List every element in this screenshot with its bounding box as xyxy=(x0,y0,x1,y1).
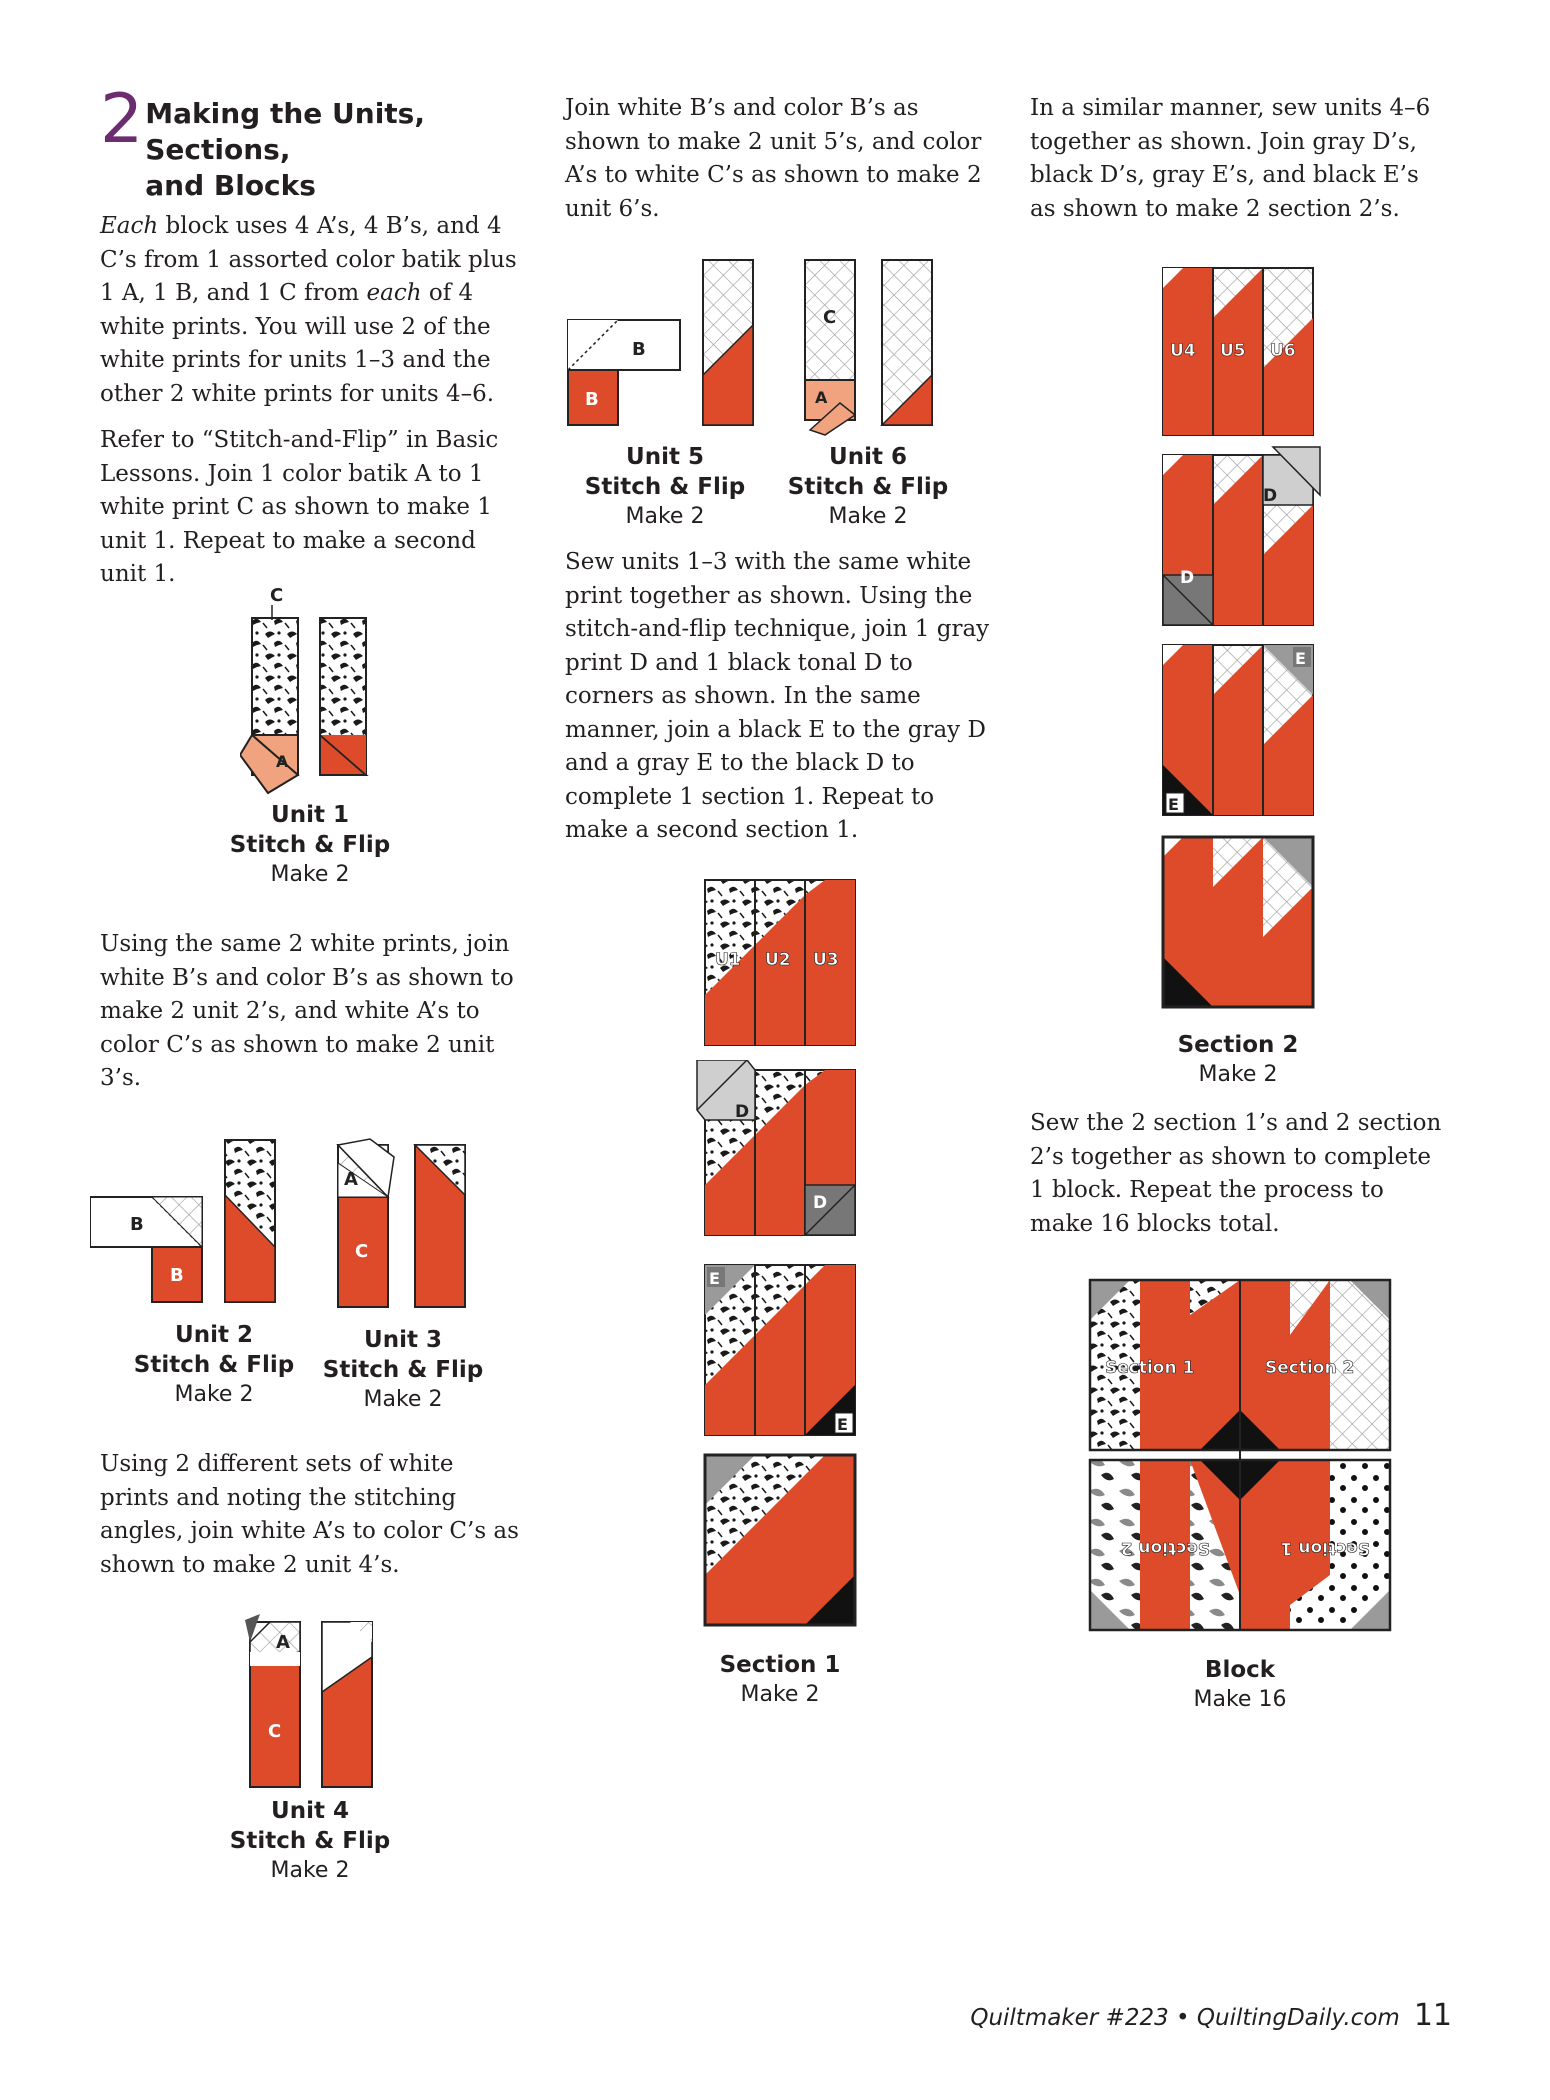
section1-label-d2: D xyxy=(813,1193,828,1213)
section1-final xyxy=(695,1450,860,1635)
section1-label-d1: D xyxy=(735,1102,750,1122)
section2-step1 xyxy=(1158,258,1323,440)
unit1-label-a: A xyxy=(276,752,289,771)
section2-label-u5: U5 xyxy=(1220,341,1246,361)
section1-label-u3: U3 xyxy=(813,950,839,970)
col1-paragraph-1: Each block uses 4 A’s, 4 B’s, and 4 C’s from 1 assorted color batik plus 1 A, 1 B, and 1 C from each of 4 white prints. You will use 2 of the white prints for units 1–3 and the other 2 white prints for units 4–6. xyxy=(100,213,517,407)
section2-label-u4: U4 xyxy=(1170,341,1196,361)
col1-paragraph-2: Refer to “Stitch-and-Flip” in Basic Lessons. Join 1 color batik A to 1 white print C as shown to make 1 unit 1. Repeat to make a second unit 1. xyxy=(100,427,499,587)
page-number: 11 xyxy=(1413,1998,1452,2033)
block-label-section2-top: Section 2 xyxy=(1265,1358,1355,1378)
unit5-diagram xyxy=(565,255,760,435)
unit1-diagram xyxy=(240,585,380,795)
col2-paragraph-1: Join white B’s and color B’s as shown to make 2 unit 5’s, and color A’s to white C’s as shown to make 2 unit 6’s. xyxy=(565,95,982,222)
unit4-diagram xyxy=(240,1612,380,1792)
block-label-section1-top: Section 1 xyxy=(1105,1358,1195,1378)
section2-label-d1: D xyxy=(1263,486,1278,506)
section1-label-e1: E xyxy=(709,1269,720,1288)
column-2 xyxy=(565,92,995,226)
section2-caption: Section 2 Make 2 xyxy=(1177,1032,1299,1087)
unit6-label-c: C xyxy=(823,307,837,328)
step-heading xyxy=(100,80,520,204)
unit3-caption: Unit 3 Stitch & Flip Make 2 xyxy=(322,1327,484,1412)
unit1-caption: Unit 1 Stitch & Flip Make 2 xyxy=(229,802,391,887)
section1-label-u2: U2 xyxy=(765,950,791,970)
section1-step3 xyxy=(695,1260,860,1440)
footer-text: Quiltmaker #223 • QuiltingDaily.com xyxy=(970,2005,1400,2031)
block-caption: Block Make 16 xyxy=(1193,1657,1287,1712)
unit2-caption: Unit 2 Stitch & Flip Make 2 xyxy=(133,1322,295,1407)
unit4-label-c: C xyxy=(268,1721,282,1742)
section2-step3 xyxy=(1158,640,1323,825)
section1-label-e2: E xyxy=(837,1415,848,1434)
unit6-label-a: A xyxy=(815,388,828,407)
section1-step1 xyxy=(695,875,860,1050)
step-title: Making the Units, Sections, and Blocks xyxy=(145,97,425,202)
unit2-label-b2: B xyxy=(170,1265,184,1286)
section1-label-u1: U1 xyxy=(715,950,741,970)
unit3-label-c: C xyxy=(355,1241,369,1262)
unit6-caption: Unit 6 Stitch & Flip Make 2 xyxy=(787,444,949,529)
unit5-label-b2: B xyxy=(585,389,599,410)
col3-paragraph-1: In a similar manner, sew units 4–6 together as shown. Join gray D’s, black D’s, gray E’s, and black E’s as shown to make 2 section 2’s. xyxy=(1030,95,1431,222)
unit2-label-b1: B xyxy=(130,1214,144,1235)
section2-label-e2: E xyxy=(1168,795,1179,814)
unit6-diagram xyxy=(795,255,945,440)
section2-label-u6: U6 xyxy=(1270,341,1296,361)
section1-step2 xyxy=(695,1060,860,1240)
column-1 xyxy=(100,80,520,592)
column-3 xyxy=(1030,92,1450,226)
step-number: 2 xyxy=(100,80,144,159)
unit4-caption: Unit 4 Stitch & Flip Make 2 xyxy=(229,1798,391,1883)
section2-label-e1: E xyxy=(1295,649,1306,668)
unit2-diagram xyxy=(90,1135,290,1315)
unit4-label-a: A xyxy=(276,1632,290,1653)
section1-caption: Section 1 Make 2 xyxy=(719,1652,841,1707)
section2-final xyxy=(1158,832,1323,1012)
unit5-label-b1: B xyxy=(632,339,646,360)
unit3-label-a: A xyxy=(344,1169,358,1190)
section2-step2 xyxy=(1158,445,1328,630)
col1-paragraph-3: Using the same 2 white prints, join white B’s and color B’s as shown to make 2 unit 2’s, and white A’s to color C’s as shown to make 2 unit 3’s. xyxy=(100,931,514,1091)
col2-paragraph-2: Sew units 1–3 with the same white print together as shown. Using the stitch-and-flip technique, join 1 gray print D and 1 black tonal D to corners as shown. In the same manner, join a black E to the gray D and a gray E to the black D to complete 1 section 1. Repeat to make a second section 1. xyxy=(565,549,990,843)
block-diagram xyxy=(1085,1275,1395,1635)
page-footer xyxy=(970,1998,1452,2033)
unit3-diagram xyxy=(330,1135,480,1315)
col1-paragraph-4: Using 2 different sets of white prints and noting the stitching angles, join white A’s to color C’s as shown to make 2 unit 4’s. xyxy=(100,1451,519,1578)
unit5-caption: Unit 5 Stitch & Flip Make 2 xyxy=(584,444,746,529)
block-label-section2-bottom: Section 2 xyxy=(1120,1538,1210,1558)
block-label-section1-bottom: Section 1 xyxy=(1280,1538,1370,1558)
col3-paragraph-2: Sew the 2 section 1’s and 2 section 2’s together as shown to complete 1 block. Repeat the process to make 16 blocks total. xyxy=(1030,1110,1442,1237)
unit1-label-c: C xyxy=(270,585,284,606)
section2-label-d2: D xyxy=(1180,568,1195,588)
